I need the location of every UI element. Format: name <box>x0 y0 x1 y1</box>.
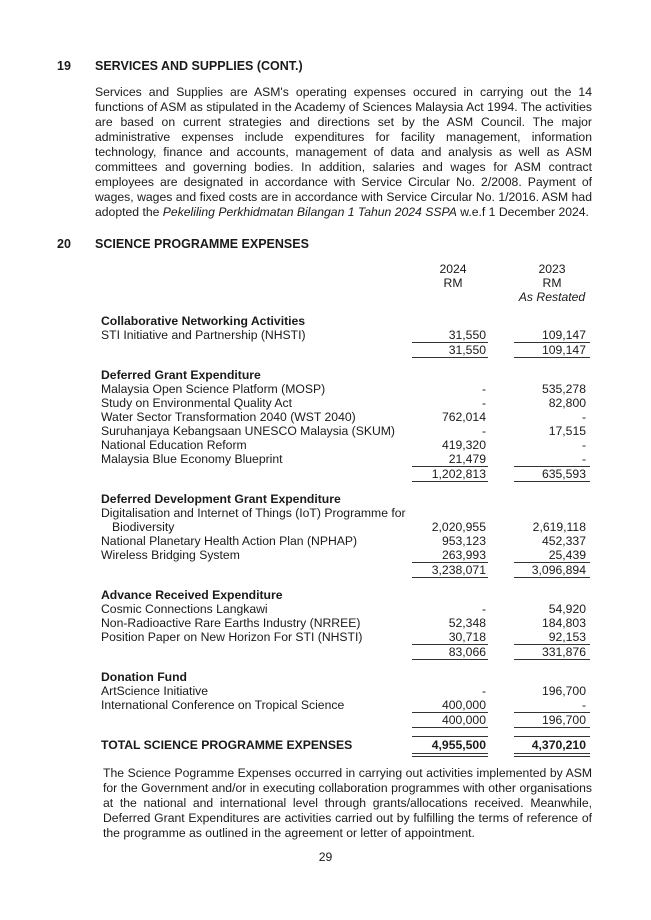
value-2024: 419,320 <box>441 438 486 452</box>
subtotal-2023: 331,876 <box>541 645 586 659</box>
total-2023: 4,370,210 <box>531 738 586 752</box>
para-text-end: w.e.f 1 December 2024. <box>456 205 589 219</box>
section-19-number: 19 <box>57 59 71 73</box>
subtotal-row <box>0 713 651 727</box>
table-row <box>0 438 651 452</box>
table-row <box>0 382 651 396</box>
col-2023-note: As Restated <box>518 290 586 304</box>
value-2024: - <box>481 684 486 698</box>
table-row <box>0 424 651 438</box>
subtotal-row <box>0 343 651 357</box>
subtotal-2023: 3,096,894 <box>531 563 586 577</box>
value-2023: 54,920 <box>548 602 586 616</box>
group-heading: Donation Fund <box>101 670 187 684</box>
table-row <box>0 602 651 616</box>
subtotal-2023: 196,700 <box>541 713 586 727</box>
group-heading: Deferred Grant Expenditure <box>101 368 261 382</box>
row-label: International Conference on Tropical Science <box>101 698 345 712</box>
group-heading: Advance Received Expenditure <box>101 588 283 602</box>
row-label: Cosmic Connections Langkawi <box>101 602 268 616</box>
subtotal-row <box>0 467 651 481</box>
value-2024: 31,550 <box>448 328 486 342</box>
subtotal-2024: 83,066 <box>448 645 486 659</box>
table-row <box>0 520 651 534</box>
col-2024-year: 2024 <box>439 262 467 276</box>
value-2023: 196,700 <box>541 684 586 698</box>
value-2023: 82,800 <box>548 396 586 410</box>
subtotal-2024: 31,550 <box>448 343 486 357</box>
value-2023: 2,619,118 <box>532 520 586 534</box>
value-2024: 2,020,955 <box>431 520 486 534</box>
para-text: Services and Supplies are ASM's operating expenses occured in carrying out the 14 functions of ASM as stipulated in the Academy of Sciences Malaysia Act 1994. The activities are based on current strategies and directions set by the ASM Council. The major administrative expenses include expenditures for facility management, information technology, finance and accounts, management of data and analysis as well as ASM committees and governing bodies. In addition, salaries and wages for ASM contract employees are designated in accordance with Service Circular No. 2/2008. Payment of wages, wages and fixed costs are in accordance with Service Circular No. 1/2016. ASM had adopted the <box>95 85 592 219</box>
value-2023: 535,278 <box>541 382 586 396</box>
section-19-paragraph <box>95 85 592 220</box>
row-label: Wireless Bridging System <box>101 548 240 562</box>
value-2024: 30,718 <box>448 630 486 644</box>
row-label: Non-Radioactive Rare Earths Industry (NRREE) <box>101 616 361 630</box>
table-row <box>0 630 651 644</box>
row-label: Digitalisation and Internet of Things (IoT) Programme for <box>101 506 406 520</box>
value-2023: 452,337 <box>541 534 586 548</box>
row-label: STI Initiative and Partnership (NHSTI) <box>101 328 306 342</box>
row-label: National Education Reform <box>101 438 247 452</box>
subtotal-2023: 635,593 <box>541 467 586 481</box>
row-label-continued: Biodiversity <box>112 520 175 534</box>
row-label: Malaysia Blue Economy Blueprint <box>101 452 283 466</box>
table-row <box>0 328 651 342</box>
total-rule-double <box>514 756 590 757</box>
section-19-title: SERVICES AND SUPPLIES (CONT.) <box>95 59 303 73</box>
value-2023: 25,439 <box>548 548 586 562</box>
para-italic-text: Pekeliling Perkhidmatan Bilangan 1 Tahun 2024 SSPA <box>162 205 457 219</box>
table-row <box>0 396 651 410</box>
value-2024: 400,000 <box>441 698 486 712</box>
subtotal-2024: 400,000 <box>441 713 486 727</box>
subtotal-row <box>0 645 651 659</box>
table-row <box>0 616 651 630</box>
value-2023: 92,153 <box>548 630 586 644</box>
subtotal-2023: 109,147 <box>541 343 586 357</box>
donation-heading-row <box>0 670 651 684</box>
table-row <box>0 452 651 466</box>
value-2023: 109,147 <box>541 328 586 342</box>
subtotal-rule <box>514 577 590 578</box>
col-2023-header <box>507 262 597 304</box>
group-heading: Deferred Development Grant Expenditure <box>101 492 341 506</box>
value-2024: - <box>481 424 486 438</box>
subtotal-rule <box>412 357 488 358</box>
subtotal-rule <box>412 577 488 578</box>
value-2024: 52,348 <box>448 616 486 630</box>
value-2023: - <box>581 438 586 452</box>
col-2023-year: 2023 <box>538 262 566 276</box>
col-2024-header <box>408 262 498 290</box>
subtotal-rule <box>412 727 488 728</box>
subtotal-rule <box>412 659 488 660</box>
table-row <box>0 698 651 712</box>
row-label: National Planetary Health Action Plan (NPHAP) <box>101 534 358 548</box>
total-label: TOTAL SCIENCE PROGRAMME EXPENSES <box>101 738 353 752</box>
value-2024: 762,014 <box>441 410 486 424</box>
value-2024: - <box>481 602 486 616</box>
row-label: Suruhanjaya Kebangsaan UNESCO Malaysia (SKUM) <box>101 424 395 438</box>
col-2023-unit: RM <box>542 276 562 290</box>
value-2024: 953,123 <box>441 534 486 548</box>
deferred-heading-row <box>0 368 651 382</box>
collab-heading-row <box>0 314 651 328</box>
value-2023: - <box>581 410 586 424</box>
total-row <box>0 738 651 752</box>
table-row <box>0 506 651 520</box>
row-label: Study on Environmental Quality Act <box>101 396 293 410</box>
section-20-title: SCIENCE PROGRAMME EXPENSES <box>95 237 309 251</box>
group-heading: Collaborative Networking Activities <box>101 314 306 328</box>
advance-heading-row <box>0 588 651 602</box>
section-20-number: 20 <box>57 237 71 251</box>
subtotal-rule <box>514 357 590 358</box>
devgrant-heading-row <box>0 492 651 506</box>
table-row <box>0 684 651 698</box>
value-2023: - <box>581 698 586 712</box>
total-rule-top <box>514 736 590 737</box>
subtotal-2024: 3,238,071 <box>431 563 486 577</box>
total-rule-double <box>412 753 488 754</box>
total-2024: 4,955,500 <box>431 738 486 752</box>
value-2024: - <box>481 382 486 396</box>
value-2023: 17,515 <box>548 424 586 438</box>
subtotal-row <box>0 563 651 577</box>
table-row <box>0 534 651 548</box>
value-2023: - <box>581 452 586 466</box>
table-row <box>0 410 651 424</box>
value-2024: 21,479 <box>448 452 486 466</box>
row-label: Malaysia Open Science Platform (MOSP) <box>101 382 326 396</box>
value-2024: 263,993 <box>441 548 486 562</box>
total-rule-top <box>412 736 488 737</box>
subtotal-rule <box>412 481 488 482</box>
row-label: Water Sector Transformation 2040 (WST 2040) <box>101 410 356 424</box>
subtotal-rule <box>514 659 590 660</box>
value-2024: - <box>481 396 486 410</box>
page-number: 29 <box>318 850 333 864</box>
value-2023: 184,803 <box>541 616 586 630</box>
subtotal-2024: 1,202,813 <box>431 467 486 481</box>
total-rule-double <box>514 753 590 754</box>
section-20-footnote: The Science Pogramme Expenses occurred in carrying out activities implemented by ASM for the Government and/or in executing collaboration programmes with other organisations at the national and international level through grants/allocations received. Meanwhile, Deferred Grant Expenditures are activities carried out by fulfilling the terms of reference of the programme as outlined in the agreement or letter of appointment. <box>103 766 592 840</box>
total-rule-double <box>412 756 488 757</box>
row-label: Position Paper on New Horizon For STI (NHSTI) <box>101 630 363 644</box>
col-2024-unit: RM <box>443 276 463 290</box>
subtotal-rule <box>514 481 590 482</box>
table-row <box>0 548 651 562</box>
row-label: ArtScience Initiative <box>101 684 209 698</box>
subtotal-rule <box>514 727 590 728</box>
